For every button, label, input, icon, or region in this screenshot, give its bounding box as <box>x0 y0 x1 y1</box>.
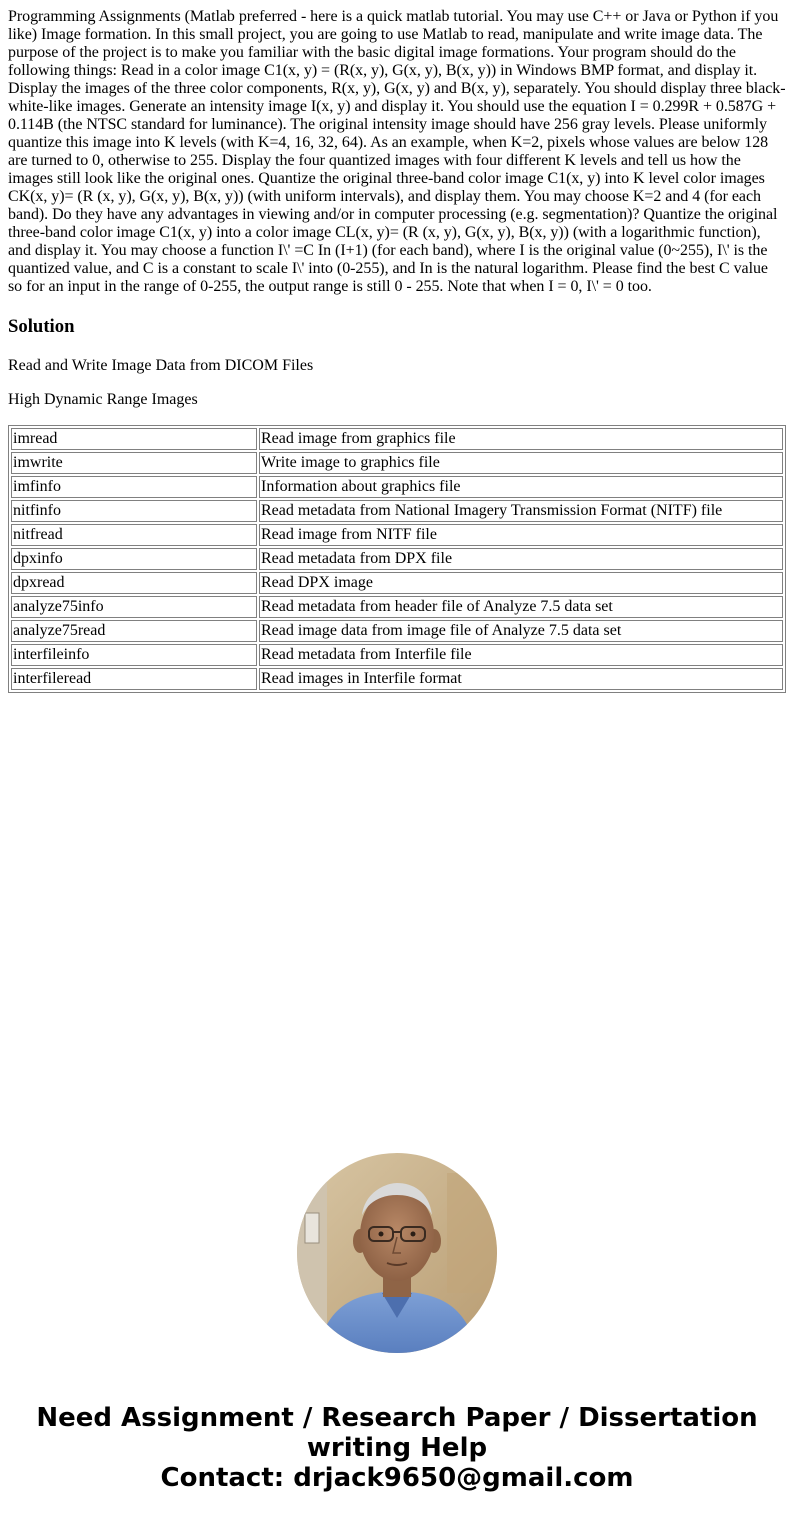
table-row <box>11 452 783 474</box>
function-name: nitfinfo <box>11 500 257 522</box>
promo-line-2: writing Help <box>306 1433 488 1463</box>
promo-contact: Contact: drjack9650@gmail.com <box>160 1463 634 1493</box>
function-name: imwrite <box>11 452 257 474</box>
function-description: Read images in Interfile format <box>259 668 783 690</box>
promo-line-1: Need Assignment / Research Paper / Dissertation <box>36 1403 758 1433</box>
table-row <box>11 620 783 642</box>
function-description: Read metadata from header file of Analyze 7.5 data set <box>259 596 783 618</box>
assignment-question: Programming Assignments (Matlab preferred - here is a quick matlab tutorial. You may use C++ or Java or Python if you like) Image formation. In this small project, you are going to use Matlab to read, manipulate and write image data. The purpose of the project is to make you familiar with the basic digital image formations. Your program should do the following things: Read in a color image C1(x, y) = (R(x, y), G(x, y), B(x, y)) in Windows BMP format, and display it. Display the images of the three color components, R(x, y), G(x, y) and B(x, y), separately. You should display three black-white-like images. Generate an intensity image I(x, y) and display it. You should use the equation I = 0.299R + 0.587G + 0.114B (the NTSC standard for luminance). The original intensity image should have 256 gray levels. Please uniformly quantize this image into K levels (with K=4, 16, 32, 64). As an example, when K=2, pixels whose values are below 128 are turned to 0, otherwise to 255. Display the four quantized images with four different K levels and tell us how the images still look like the original ones. Quantize the original three-band color image C1(x, y) into K level color images CK(x, y)= (R (x, y), G(x, y), B(x, y)) (with uniform intervals), and display them. You may choose K=2 and 4 (for each band). Do they have any advantages in viewing and/or in computer processing (e.g. segmentation)? Quantize the original three-band color image C1(x, y) into a color image CL(x, y)= (R (x, y), G(x, y), B(x, y)) (with a logarithmic function), and display it. You may choose a function I\' =C In (I+1) (for each band), where I is the original value (0~255), I\' is the quantized value, and C is a constant to scale I\' into (0-255), and In is the natural logarithm. Please find the best C value so for an input in the range of 0-255, the output range is still 0 - 255. Note that when I = 0, I\' = 0 too. <box>8 8 786 295</box>
function-name: interfileinfo <box>11 644 257 666</box>
function-description: Read metadata from National Imagery Transmission Format (NITF) file <box>259 500 783 522</box>
author-avatar <box>297 1153 497 1353</box>
table-row <box>11 524 783 546</box>
function-description: Read image from NITF file <box>259 524 783 546</box>
table-row <box>11 476 783 498</box>
table-row <box>11 500 783 522</box>
functions-table <box>8 425 786 693</box>
function-description: Read image data from image file of Analyze 7.5 data set <box>259 620 783 642</box>
function-name: analyze75read <box>11 620 257 642</box>
author-portrait-illustration <box>297 1153 497 1353</box>
function-name: imread <box>11 428 257 450</box>
table-row <box>11 548 783 570</box>
function-name: nitfread <box>11 524 257 546</box>
function-description: Read image from graphics file <box>259 428 783 450</box>
table-row <box>11 644 783 666</box>
function-name: analyze75info <box>11 596 257 618</box>
table-row <box>11 668 783 690</box>
table-row <box>11 428 783 450</box>
solution-line-hdr: High Dynamic Range Images <box>8 391 198 408</box>
table-row <box>11 572 783 594</box>
function-name: dpxread <box>11 572 257 594</box>
function-name: interfileread <box>11 668 257 690</box>
function-description: Read metadata from Interfile file <box>259 644 783 666</box>
function-description: Write image to graphics file <box>259 452 783 474</box>
function-description: Information about graphics file <box>259 476 783 498</box>
table-row <box>11 596 783 618</box>
document-content <box>0 0 794 693</box>
function-name: imfinfo <box>11 476 257 498</box>
solution-line-dicom: Read and Write Image Data from DICOM Files <box>8 357 314 374</box>
function-name: dpxinfo <box>11 548 257 570</box>
function-description: Read metadata from DPX file <box>259 548 783 570</box>
promo-banner <box>0 1403 794 1493</box>
solution-heading: Solution <box>8 316 75 337</box>
function-description: Read DPX image <box>259 572 783 594</box>
